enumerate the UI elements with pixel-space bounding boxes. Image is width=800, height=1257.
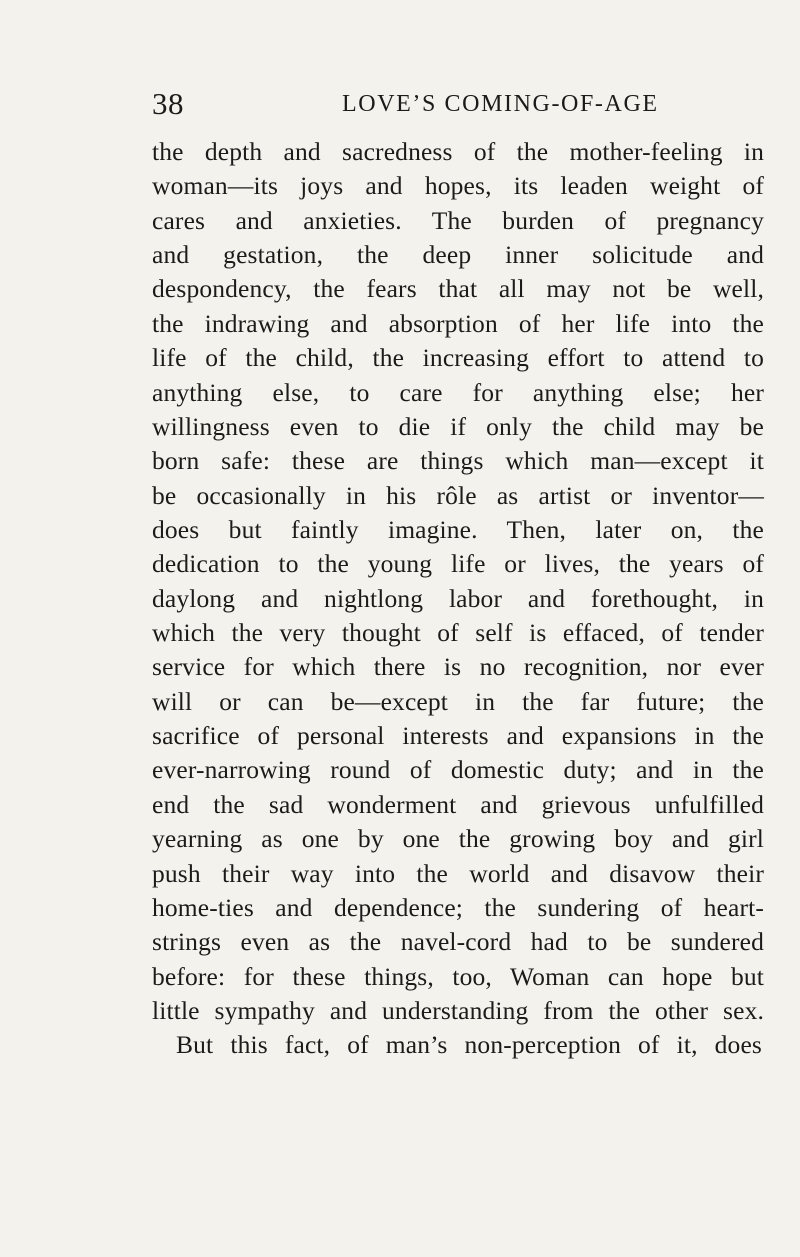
- text-line: end the sad wonderment and grievous unfulfilled: [152, 789, 764, 819]
- body-text: [152, 135, 764, 1063]
- text-line: despondency, the fears that all may not be well,: [152, 274, 764, 304]
- text-line: little sympathy and understanding from the other sex.: [152, 995, 764, 1025]
- text-line: dedication to the young life or lives, the years of: [152, 549, 764, 579]
- page-number: 38: [152, 86, 184, 121]
- text-line: be occasionally in his rôle as artist or inventor—: [152, 480, 764, 510]
- text-line: before: for these things, too, Woman can hope but: [152, 961, 764, 991]
- text-line: strings even as the navel-cord had to be sundered: [152, 927, 764, 957]
- text-line: service for which there is no recognition, nor ever: [152, 652, 764, 682]
- text-line: does but faintly imagine. Then, later on, the: [152, 514, 764, 544]
- text-line: yearning as one by one the growing boy and girl: [152, 824, 764, 854]
- text-line: ever-narrowing round of domestic duty; and in the: [152, 755, 764, 785]
- text-line: will or can be—except in the far future; the: [152, 686, 764, 716]
- text-line: daylong and nightlong labor and forethought, in: [152, 583, 764, 613]
- paragraph-first-line: But this fact, of man’s non-perception of it, does: [176, 1030, 762, 1060]
- text-line: and gestation, the deep inner solicitude and: [152, 240, 764, 270]
- running-head: [152, 84, 752, 124]
- text-line: woman—its joys and hopes, its leaden weight of: [152, 171, 764, 201]
- text-line: willingness even to die if only the child may be: [152, 411, 764, 441]
- text-line: the indrawing and absorption of her life into the: [152, 308, 764, 338]
- text-line: born safe: these are things which man—except it: [152, 446, 764, 476]
- text-line: push their way into the world and disavow their: [152, 858, 764, 888]
- text-line: cares and anxieties. The burden of pregnancy: [152, 205, 764, 235]
- text-line: sacrifice of personal interests and expansions in the: [152, 721, 764, 751]
- running-title: LOVE’S COMING-OF-AGE: [342, 91, 659, 117]
- text-line: life of the child, the increasing effort to attend to: [152, 343, 764, 373]
- text-line: the depth and sacredness of the mother-feeling in: [152, 137, 764, 166]
- text-line: anything else, to care for anything else; her: [152, 377, 764, 407]
- text-line: which the very thought of self is effaced, of tender: [152, 618, 764, 648]
- text-line: home-ties and dependence; the sundering of heart-: [152, 892, 764, 922]
